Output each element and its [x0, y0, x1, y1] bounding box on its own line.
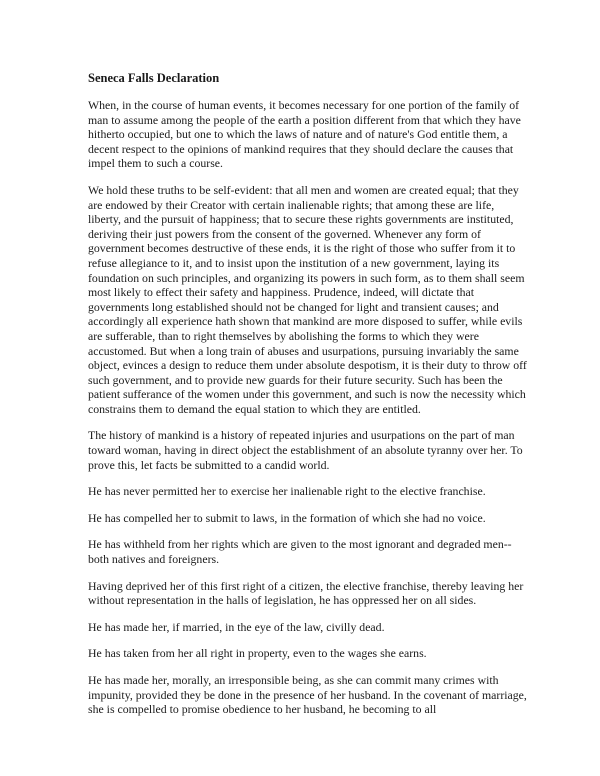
paragraph-grievance-laws: He has compelled her to submit to laws, in the formation of which she had no voice. [88, 510, 486, 525]
document-title: Seneca Falls Declaration [88, 71, 220, 85]
paragraph-self-evident-truths: We hold these truths to be self-evident: that all men and women are created equal; that they are endowed by their Creator with certain inalienable rights; that among these are life, liberty, and the pursuit of happiness; that to secure these rights governments are instituted, deriving their just powers from the consent of the governed. Whenever any form of government becomes destructive of these ends, it is the right of those who suffer from it to refuse allegiance to it, and to insist upon the institution of a new government, laying its foundation on such principles, and organizing its powers in such form, as to them shall seem most likely to effect their safety and happiness. Prudence, indeed, will dictate that governments long established should not be changed for light and transient causes; and accordingly all experience hath shown that mankind are more disposed to suffer, while evils are sufferable, than to right themselves by abolishing the forms to which they were accustomed. But when a long train of abuses and usurpations, pursuing invariably the same object, evinces a design to reduce them under absolute despotism, it is their duty to throw off such government, and to provide new guards for their future security. Such has been the patient sufferance of the women under this government, and such is now the necessity which constrains them to demand the equal station to which they are entitled. [88, 182, 527, 416]
paragraph-grievance-franchise: He has never permitted her to exercise her inalienable right to the elective franchise. [88, 484, 486, 499]
paragraph-grievance-marriage: He has made her, morally, an irresponsible being, as she can commit many crimes with impunity, provided they be done in the presence of her husband. In the covenant of marriage, she is compelled to promise obedience to her husband, he becoming to all [88, 673, 527, 717]
paragraph-grievance-civilly-dead: He has made her, if married, in the eye of the law, civilly dead. [88, 619, 385, 634]
paragraph-grievance-representation: Having deprived her of this first right of a citizen, the elective franchise, thereby leaving her without representation in the halls of legislation, he has oppressed her on all sides. [88, 578, 524, 608]
document-body [88, 71, 528, 729]
paragraph-grievance-property: He has taken from her all right in property, even to the wages she earns. [88, 646, 427, 661]
paragraph-preamble: When, in the course of human events, it becomes necessary for one portion of the family of man to assume among the people of the earth a position different from that which they have hitherto occupied, but one to which the laws of nature and of nature's God entitle them, a decent respect to the opinions of mankind requires that they should declare the causes that impel them to such a course. [88, 98, 521, 171]
paragraph-grievance-rights-withheld: He has withheld from her rights which are given to the most ignorant and degraded men--both natives and foreigners. [88, 537, 512, 567]
paragraph-history-of-mankind: The history of mankind is a history of repeated injuries and usurpations on the part of man toward woman, having in direct object the establishment of an absolute tyranny over her. To prove this, let facts be submitted to a candid world. [88, 428, 523, 472]
